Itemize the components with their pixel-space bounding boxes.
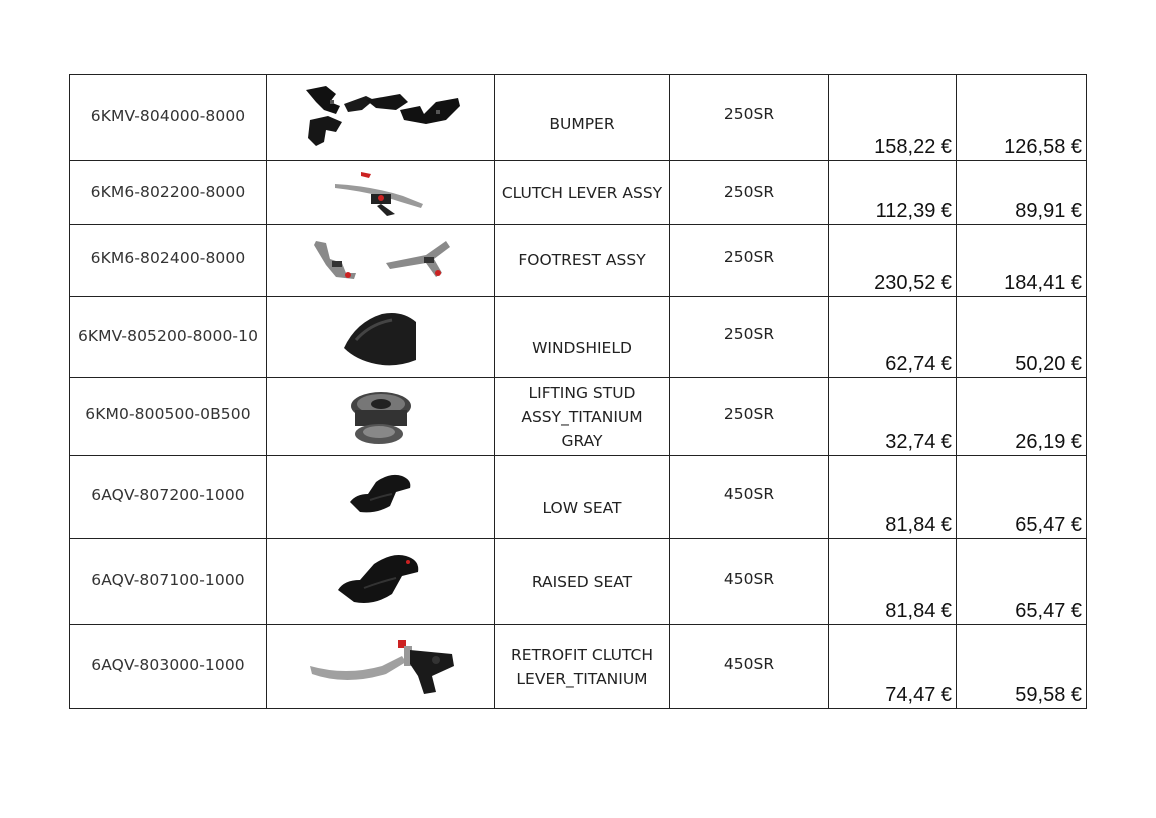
price: 32,74 € [829, 378, 957, 456]
table-row [70, 297, 1087, 378]
model-cell [670, 297, 829, 378]
windshield-image [267, 297, 495, 378]
price: 74,47 € [829, 625, 957, 709]
part-description: LIFTING STUD ASSY_TITANIUM GRAY [495, 378, 670, 456]
clutch-lever-image [267, 161, 495, 225]
model-cell [670, 539, 829, 625]
price: 158,22 € [829, 75, 957, 161]
discount-price: 65,47 € [957, 456, 1087, 539]
table-row [70, 456, 1087, 539]
model-label: 250SR [723, 325, 775, 343]
discount-price: 26,19 € [957, 378, 1087, 456]
price: 112,39 € [829, 161, 957, 225]
part-description: FOOTREST ASSY [495, 225, 670, 297]
part-code: 6KM6-802400-8000 [70, 225, 267, 297]
model-cell [670, 625, 829, 709]
table-row [70, 75, 1087, 161]
table-row [70, 625, 1087, 709]
table-row [70, 225, 1087, 297]
part-description: RETROFIT CLUTCH LEVER_TITANIUM [495, 625, 670, 709]
lifting-stud-image [267, 378, 495, 456]
model-label: 250SR [723, 105, 775, 123]
parts-price-table [69, 74, 1087, 709]
price: 62,74 € [829, 297, 957, 378]
low-seat-image [267, 456, 495, 539]
model-cell [670, 456, 829, 539]
price: 81,84 € [829, 539, 957, 625]
model-label: 250SR [723, 248, 775, 266]
part-code: 6AQV-807100-1000 [70, 539, 267, 625]
model-cell [670, 225, 829, 297]
model-label: 450SR [723, 655, 775, 673]
raised-seat-image [267, 539, 495, 625]
discount-price: 50,20 € [957, 297, 1087, 378]
part-code: 6KMV-804000-8000 [70, 75, 267, 161]
discount-price: 65,47 € [957, 539, 1087, 625]
part-code: 6KM6-802200-8000 [70, 161, 267, 225]
model-label: 450SR [723, 485, 775, 503]
retrofit-clutch-lever-image [267, 625, 495, 709]
table-row [70, 161, 1087, 225]
part-description: BUMPER [495, 75, 670, 161]
discount-price: 126,58 € [957, 75, 1087, 161]
price: 230,52 € [829, 225, 957, 297]
model-label: 450SR [723, 570, 775, 588]
table-row [70, 539, 1087, 625]
part-description: RAISED SEAT [495, 539, 670, 625]
footrest-image [267, 225, 495, 297]
part-description: WINDSHIELD [495, 297, 670, 378]
model-cell [670, 161, 829, 225]
discount-price: 89,91 € [957, 161, 1087, 225]
model-cell [670, 378, 829, 456]
table-row [70, 378, 1087, 456]
discount-price: 184,41 € [957, 225, 1087, 297]
model-cell [670, 75, 829, 161]
part-description: CLUTCH LEVER ASSY [495, 161, 670, 225]
part-code: 6AQV-807200-1000 [70, 456, 267, 539]
discount-price: 59,58 € [957, 625, 1087, 709]
price: 81,84 € [829, 456, 957, 539]
model-label: 250SR [723, 183, 775, 201]
bumper-parts-image [267, 75, 495, 161]
model-label: 250SR [723, 405, 775, 423]
part-code: 6AQV-803000-1000 [70, 625, 267, 709]
part-code: 6KM0-800500-0B500 [70, 378, 267, 456]
part-code: 6KMV-805200-8000-10 [70, 297, 267, 378]
part-description: LOW SEAT [495, 456, 670, 539]
